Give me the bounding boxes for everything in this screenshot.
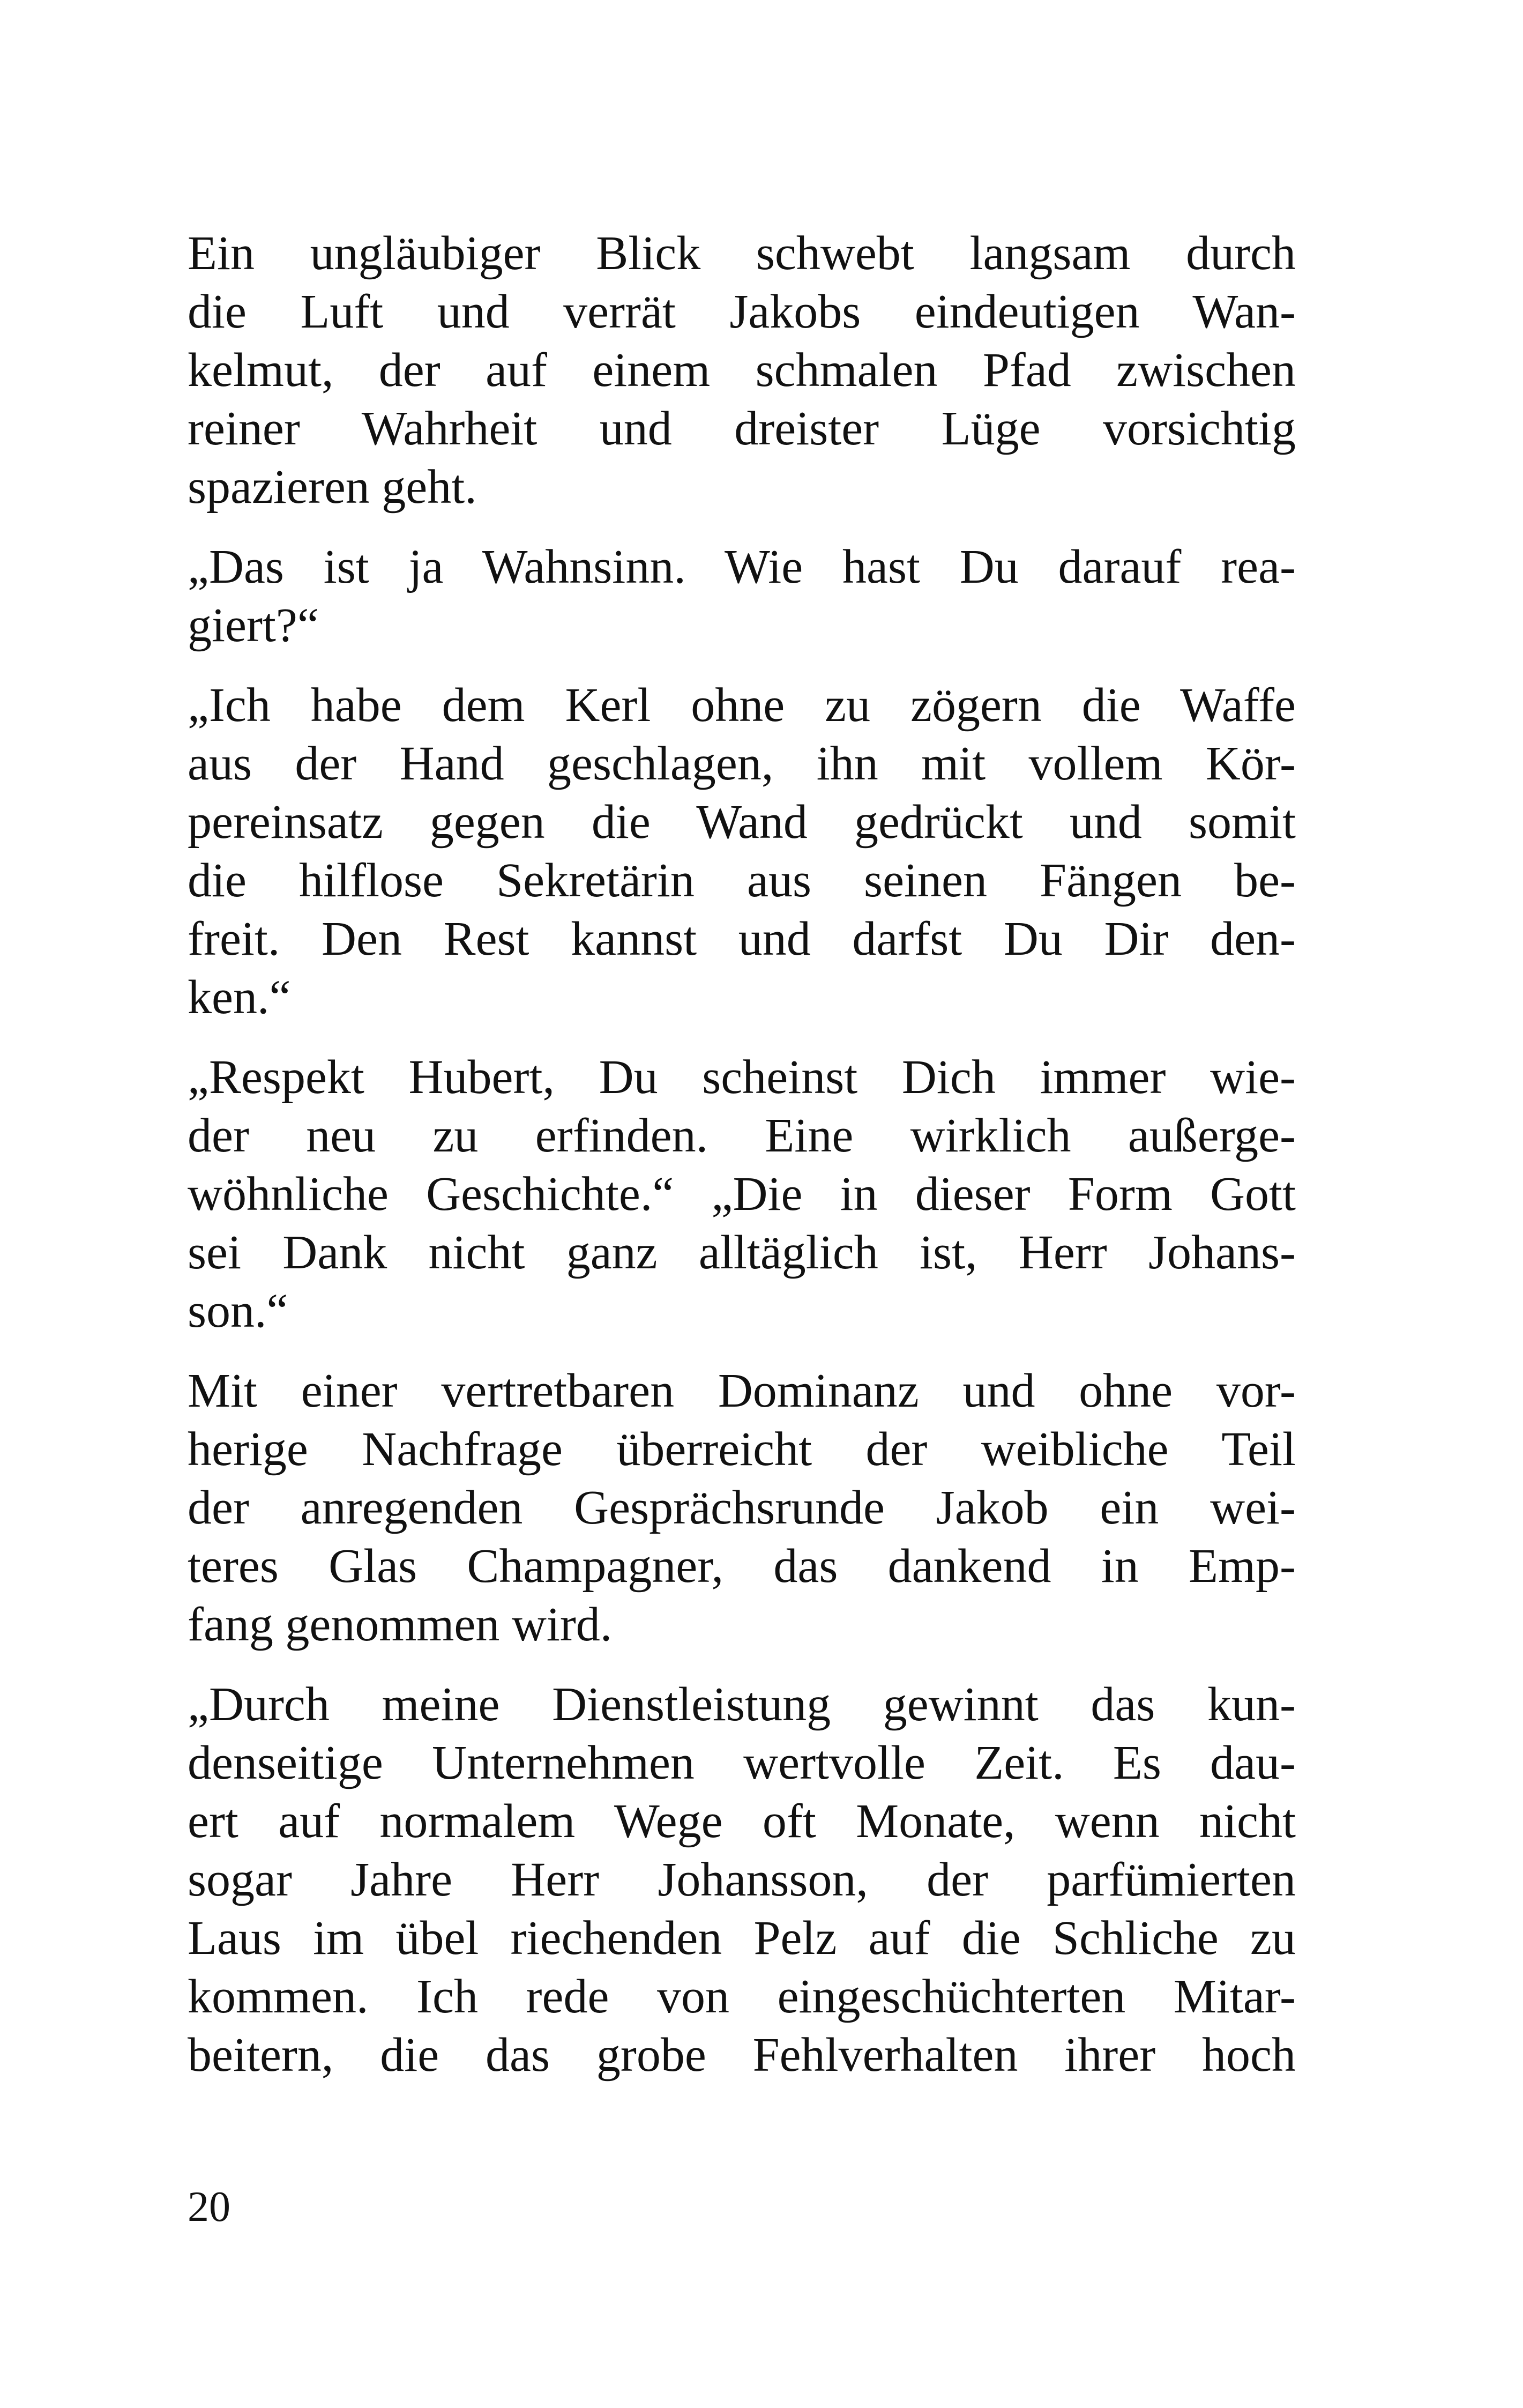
text-line: Mit einer vertretbaren Dominanz und ohne vor- bbox=[188, 1364, 1296, 1417]
body-text bbox=[188, 224, 1296, 2106]
text-line: kommen. Ich rede von eingeschüchterten Mitar- bbox=[188, 1970, 1296, 2023]
text-line: kelmut, der auf einem schmalen Pfad zwischen bbox=[188, 344, 1296, 397]
text-line: beitern, die das grobe Fehlverhalten ihrer hoch bbox=[188, 2028, 1296, 2082]
text-line: „Das ist ja Wahnsinn. Wie hast Du darauf rea- bbox=[188, 540, 1296, 593]
text-line: aus der Hand geschlagen, ihn mit vollem Kör- bbox=[188, 737, 1296, 790]
paragraph-2 bbox=[188, 538, 1296, 655]
text-line: giert?“ bbox=[188, 599, 319, 652]
text-line: reiner Wahrheit und dreister Lüge vorsichtig bbox=[188, 402, 1296, 455]
text-line: fang genommen wird. bbox=[188, 1598, 613, 1651]
text-line: spazieren geht. bbox=[188, 460, 477, 514]
text-line: teres Glas Champagner, das dankend in Emp- bbox=[188, 1540, 1296, 1593]
text-line: die Luft und verrät Jakobs eindeutigen Wan- bbox=[188, 285, 1296, 338]
text-line: „Durch meine Dienstleistung gewinnt das kun- bbox=[188, 1678, 1296, 1731]
text-line: die hilflose Sekretärin aus seinen Fängen be- bbox=[188, 854, 1296, 907]
paragraph-6 bbox=[188, 1675, 1296, 2084]
text-line: sei Dank nicht ganz alltäglich ist, Herr Johans- bbox=[188, 1226, 1296, 1279]
text-line: sogar Jahre Herr Johansson, der parfümierten bbox=[188, 1853, 1296, 1906]
text-line: der neu zu erfinden. Eine wirklich außerge- bbox=[188, 1109, 1296, 1162]
text-line: ert auf normalem Wege oft Monate, wenn nicht bbox=[188, 1795, 1296, 1848]
page-number: 20 bbox=[188, 2183, 230, 2231]
text-line: wöhnliche Geschichte.“ „Die in dieser Form Gott bbox=[188, 1168, 1296, 1221]
text-line: Laus im übel riechenden Pelz auf die Schliche zu bbox=[188, 1912, 1296, 1965]
paragraph-3 bbox=[188, 676, 1296, 1027]
paragraph-1 bbox=[188, 224, 1296, 516]
text-line: Ein ungläubiger Blick schwebt langsam durch bbox=[188, 227, 1296, 280]
text-line: „Respekt Hubert, Du scheinst Dich immer wie- bbox=[188, 1051, 1296, 1104]
text-line: ken.“ bbox=[188, 971, 291, 1024]
text-line: freit. Den Rest kannst und darfst Du Dir den- bbox=[188, 912, 1296, 965]
text-line: son.“ bbox=[188, 1284, 288, 1337]
text-line: „Ich habe dem Kerl ohne zu zögern die Waffe bbox=[188, 679, 1296, 732]
text-line: pereinsatz gegen die Wand gedrückt und somit bbox=[188, 796, 1296, 849]
text-line: denseitige Unternehmen wertvolle Zeit. Es dau- bbox=[188, 1736, 1296, 1789]
paragraph-5 bbox=[188, 1362, 1296, 1654]
text-line: herige Nachfrage überreicht der weibliche Teil bbox=[188, 1423, 1296, 1476]
text-line: der anregenden Gesprächsrunde Jakob ein wei- bbox=[188, 1481, 1296, 1534]
paragraph-4 bbox=[188, 1048, 1296, 1340]
